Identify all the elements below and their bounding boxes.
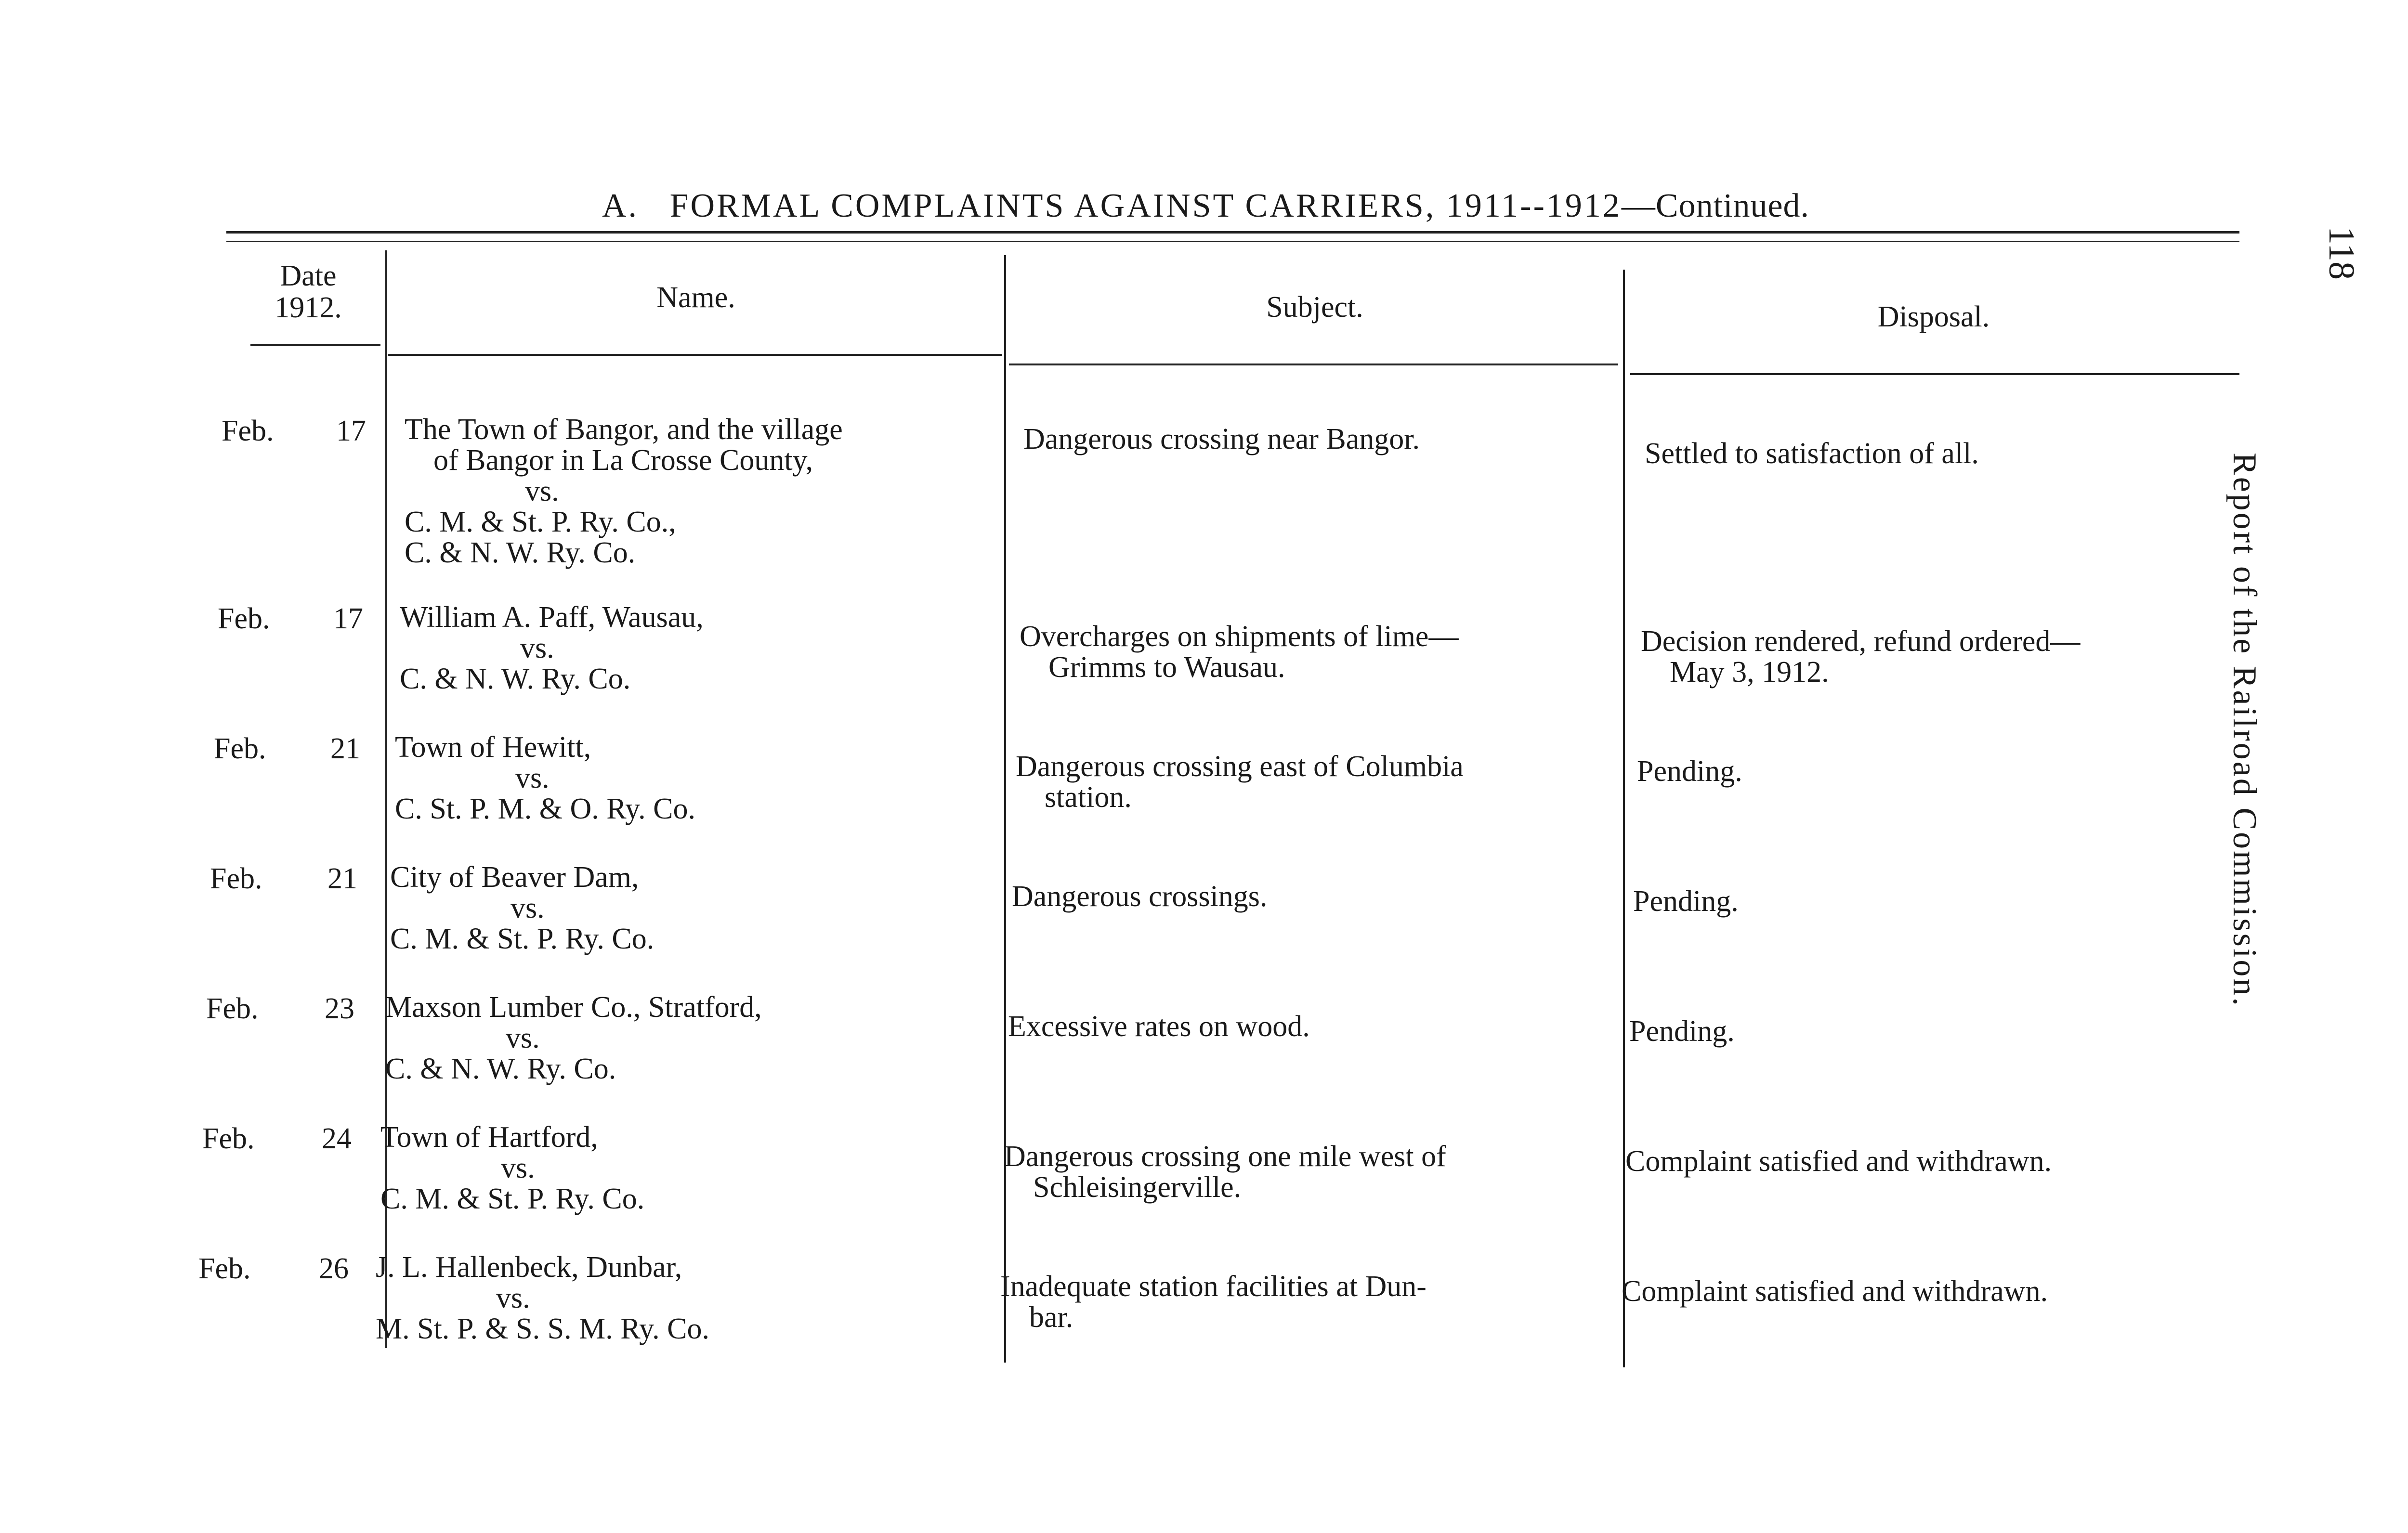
title-suffix: —Continued.: [1621, 187, 1810, 224]
row-month: Feb.: [206, 992, 259, 1025]
row-name: [380, 1122, 644, 1214]
row-name-carrier: C. St. P. M. & O. Ry. Co.: [395, 792, 695, 825]
title-main: FORMAL COMPLAINTS AGAINST CARRIERS, 1911--1912: [669, 187, 1622, 224]
page-title: [602, 187, 1809, 225]
row-name: [376, 1252, 709, 1344]
row-name-carrier: M. St. P. & S. S. M. Ry. Co.: [376, 1312, 709, 1345]
header-subject: Subject.: [1266, 291, 1363, 324]
column-separator-subject: [1623, 270, 1625, 1367]
row-subject: [1020, 621, 1458, 683]
row-subject: [1008, 1011, 1310, 1042]
row-disposal: [1641, 626, 2080, 688]
row-disposal: [1625, 1146, 2052, 1177]
header-date: [250, 260, 366, 324]
row-name-versus: vs.: [501, 1152, 535, 1184]
row-day: 17: [333, 602, 363, 635]
row-month: Feb.: [214, 732, 266, 765]
row-name-carrier-2: C. & N. W. Ry. Co.: [405, 536, 636, 569]
row-name-party-cont: of Bangor in La Crosse County,: [433, 444, 813, 477]
row-subject-line: Dangerous crossing east of Columbia: [1016, 750, 1464, 783]
running-header-text: Report of the Railroad Commission.: [2226, 453, 2263, 1008]
row-disposal-line: Pending.: [1637, 755, 1742, 788]
running-header: [2225, 453, 2264, 1008]
row-name-party: William A. Paff, Wausau,: [400, 601, 704, 634]
row-month: Feb.: [210, 862, 262, 895]
header-rule-name: [388, 354, 1002, 356]
row-name-party: J. L. Hallenbeck, Dunbar,: [376, 1251, 682, 1284]
row-day: 21: [330, 732, 360, 765]
row-month: Feb.: [202, 1122, 255, 1155]
title-rule-top: [226, 231, 2239, 234]
row-name-versus: vs.: [496, 1282, 530, 1314]
page-number: 118: [2321, 226, 2362, 280]
row-subject: [1000, 1271, 1426, 1333]
row-disposal: [1645, 438, 1979, 469]
row-subject-line-cont: Schleisingerville.: [1033, 1171, 1242, 1204]
row-subject-line: Inadequate station facilities at Dun-: [1000, 1270, 1426, 1303]
row-name: [405, 414, 843, 568]
header-rule-date: [250, 344, 380, 346]
row-name-versus: vs.: [515, 762, 550, 794]
row-subject-line: Excessive rates on wood.: [1008, 1010, 1310, 1043]
row-subject-line: Dangerous crossings.: [1012, 880, 1268, 913]
row-name-versus: vs.: [510, 892, 545, 924]
row-day: 21: [327, 862, 357, 895]
row-name-versus: vs.: [520, 632, 554, 664]
row-disposal-line: Complaint satisfied and withdrawn.: [1625, 1145, 2052, 1178]
header-rule-disposal: [1630, 373, 2239, 375]
row-subject-line-cont: Grimms to Wausau.: [1048, 651, 1285, 684]
row-disposal-line: Settled to satisfaction of all.: [1645, 437, 1979, 470]
row-month: Feb.: [218, 602, 270, 635]
row-subject: [1023, 424, 1420, 455]
header-date-line1: Date: [280, 260, 337, 292]
row-disposal-line: Pending.: [1629, 1015, 1735, 1048]
row-name: [400, 602, 704, 694]
row-subject-line-cont: station.: [1045, 781, 1132, 814]
row-name: [390, 862, 654, 954]
row-month: Feb.: [198, 1252, 251, 1285]
row-day: 26: [319, 1252, 349, 1285]
row-name-carrier: C. M. & St. P. Ry. Co.,: [405, 506, 676, 538]
row-subject: [1016, 751, 1464, 813]
row-subject-line: Dangerous crossing one mile west of: [1004, 1140, 1446, 1173]
row-name-carrier: C. & N. W. Ry. Co.: [400, 663, 631, 695]
row-day: 17: [336, 415, 366, 447]
row-month: Feb.: [222, 415, 274, 447]
row-disposal: [1633, 886, 1739, 917]
row-name-versus: vs.: [506, 1022, 540, 1054]
row-subject: [1012, 881, 1267, 912]
row-disposal: [1629, 1016, 1735, 1047]
row-name: [385, 992, 762, 1084]
row-name-party: Town of Hartford,: [380, 1121, 598, 1154]
row-disposal-line-cont: May 3, 1912.: [1670, 656, 1829, 689]
row-name-carrier: C. & N. W. Ry. Co.: [385, 1052, 616, 1085]
header-rule-subject: [1009, 364, 1618, 365]
header-date-line2: 1912.: [275, 291, 342, 324]
row-name-party: Town of Hewitt,: [395, 731, 591, 764]
row-disposal-line: Pending.: [1633, 885, 1739, 918]
header-disposal: Disposal.: [1877, 300, 1990, 333]
header-name: Name.: [656, 281, 735, 314]
row-subject: [1004, 1141, 1446, 1203]
row-day: 24: [322, 1122, 352, 1155]
row-disposal: [1637, 756, 1742, 787]
row-name-party: The Town of Bangor, and the village: [405, 413, 843, 446]
row-day: 23: [325, 992, 354, 1025]
row-disposal-line: Decision rendered, refund ordered—: [1641, 625, 2081, 658]
row-name-versus: vs.: [525, 475, 559, 507]
row-name-party: City of Beaver Dam,: [390, 861, 639, 894]
row-name-carrier: C. M. & St. P. Ry. Co.: [380, 1182, 645, 1215]
row-name-carrier: C. M. & St. P. Ry. Co.: [390, 922, 654, 955]
title-prefix: A.: [602, 187, 639, 224]
row-subject-line: Overcharges on shipments of lime—: [1020, 620, 1459, 653]
row-disposal: [1622, 1276, 2048, 1307]
row-subject-line: Dangerous crossing near Bangor.: [1023, 423, 1420, 455]
row-subject-line-cont: bar.: [1029, 1301, 1073, 1334]
row-name-party: Maxson Lumber Co., Stratford,: [385, 991, 762, 1024]
row-name: [395, 732, 695, 824]
row-disposal-line: Complaint satisfied and withdrawn.: [1622, 1275, 2048, 1308]
title-rule-bottom: [226, 241, 2239, 242]
